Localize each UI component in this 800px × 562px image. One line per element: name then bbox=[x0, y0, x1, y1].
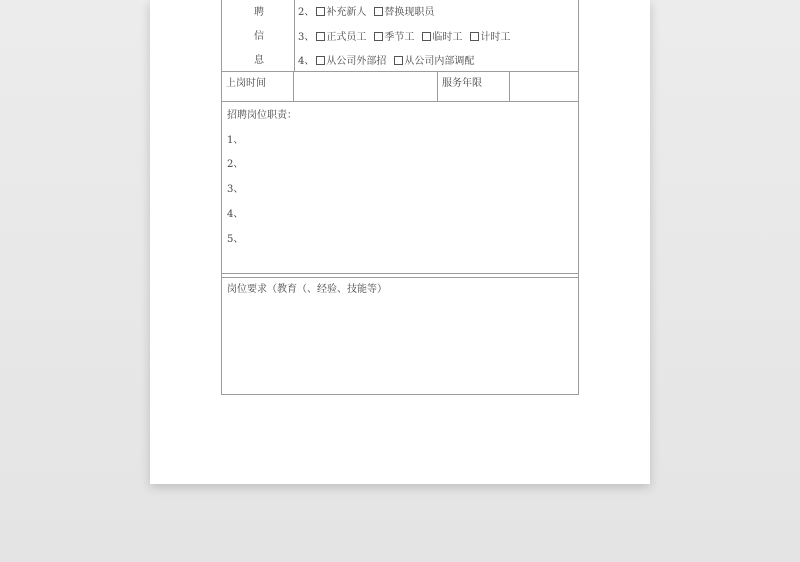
option-row-3-prefix: 3、 bbox=[298, 32, 315, 43]
checkbox-seasonal[interactable] bbox=[374, 32, 383, 41]
option-row-2-prefix: 2、 bbox=[298, 7, 315, 18]
vertical-label-char-3: 息 bbox=[254, 55, 264, 66]
recruitment-form-table bbox=[221, 0, 579, 395]
option-hourly: 计时工 bbox=[480, 32, 511, 43]
option-seasonal: 季节工 bbox=[384, 32, 415, 43]
vertical-label-char-1: 聘 bbox=[254, 7, 264, 18]
option-internal-transfer: 从公司内部调配 bbox=[404, 56, 475, 67]
checkbox-temporary[interactable] bbox=[422, 32, 431, 41]
duty-item-3: 3、 bbox=[227, 184, 244, 195]
job-duties-section bbox=[222, 101, 578, 274]
checkbox-add-new-staff[interactable] bbox=[316, 7, 325, 16]
checkbox-full-time[interactable] bbox=[316, 32, 325, 41]
service-term-field[interactable] bbox=[510, 71, 579, 101]
start-date-field[interactable] bbox=[294, 71, 438, 101]
checkbox-external-hire[interactable] bbox=[316, 56, 325, 65]
job-duties-title: 招聘岗位职责： bbox=[227, 110, 297, 121]
duty-item-5: 5、 bbox=[227, 234, 244, 245]
duty-item-4: 4、 bbox=[227, 209, 244, 220]
checkbox-internal-transfer[interactable] bbox=[394, 56, 403, 65]
option-row-4 bbox=[298, 52, 474, 67]
duty-item-2: 2、 bbox=[227, 159, 244, 170]
service-term-label: 服务年限 bbox=[438, 71, 510, 101]
job-requirements-section bbox=[222, 277, 578, 396]
duty-item-1: 1、 bbox=[227, 135, 244, 146]
recruitment-info-row bbox=[222, 0, 578, 72]
option-row-2 bbox=[298, 3, 434, 18]
date-row bbox=[222, 71, 578, 102]
option-replace-staff: 替换现职员 bbox=[384, 7, 435, 18]
vertical-label-cell bbox=[222, 0, 295, 71]
option-add-new-staff: 补充新人 bbox=[326, 7, 367, 18]
option-external-hire: 从公司外部招 bbox=[326, 56, 387, 67]
start-date-label: 上岗时间 bbox=[222, 71, 294, 101]
checkbox-replace-staff[interactable] bbox=[374, 7, 383, 16]
vertical-label-char-2: 信 bbox=[254, 31, 264, 42]
job-requirements-title: 岗位要求（教育（、经验、技能等） bbox=[227, 284, 387, 295]
option-temporary: 临时工 bbox=[432, 32, 463, 43]
option-full-time: 正式员工 bbox=[326, 32, 367, 43]
checkbox-hourly[interactable] bbox=[470, 32, 479, 41]
option-row-4-prefix: 4、 bbox=[298, 56, 315, 67]
option-row-3 bbox=[298, 28, 510, 43]
